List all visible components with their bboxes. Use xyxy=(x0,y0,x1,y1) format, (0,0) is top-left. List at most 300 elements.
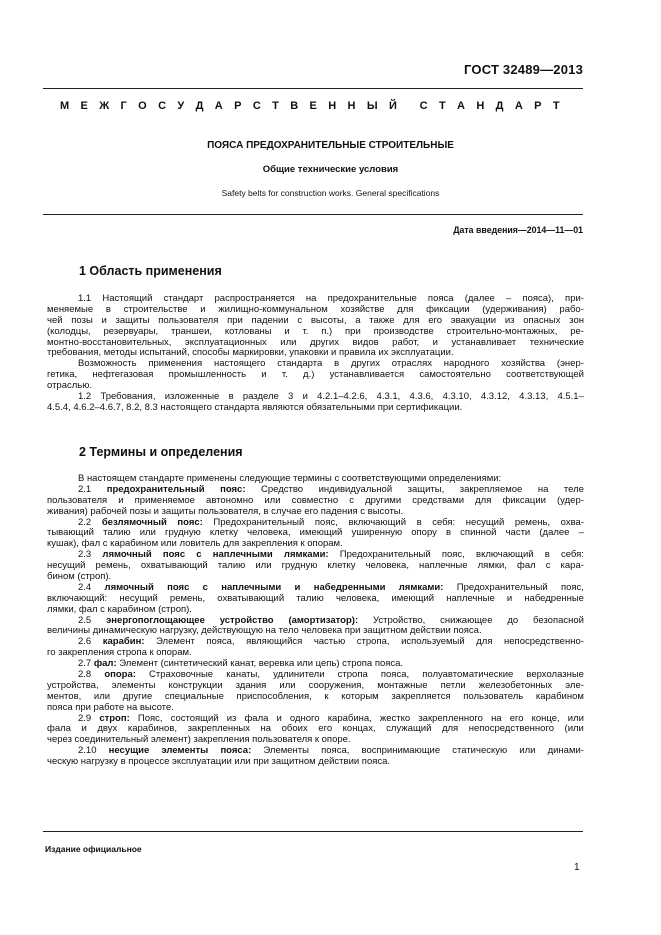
word: используемый xyxy=(401,636,465,648)
word: монтно-восстановительных, xyxy=(47,336,172,348)
word: нагрузку xyxy=(80,756,119,768)
word: карабином xyxy=(107,603,156,615)
word: падения xyxy=(320,505,358,517)
word: 2.4 xyxy=(78,581,92,593)
word: и xyxy=(261,369,267,381)
word: 8.2, xyxy=(126,401,143,413)
word: чей xyxy=(47,314,63,326)
word: процессе xyxy=(128,756,170,768)
word: конструкции xyxy=(168,679,223,691)
word: теле xyxy=(563,483,584,495)
standard-type-letter: Т xyxy=(272,100,279,112)
word: включающий: xyxy=(47,592,108,604)
word: защитном xyxy=(271,756,316,768)
word: железобетонных xyxy=(478,679,553,691)
word: опорам. xyxy=(307,538,343,550)
word: 4.3.12, xyxy=(480,391,510,403)
word: эксплуатации. xyxy=(391,347,454,359)
word: или xyxy=(519,745,536,757)
word: стандарт xyxy=(163,293,204,304)
word: сооружения, xyxy=(308,679,365,691)
standard-type-letter: Ы xyxy=(366,100,378,112)
word: одного xyxy=(289,712,320,724)
word: промышленность xyxy=(168,369,247,381)
text-line xyxy=(47,370,584,381)
word: грудную xyxy=(165,527,201,539)
word: 4.3.6, xyxy=(409,391,434,403)
word: безопасной xyxy=(533,614,584,626)
word: эксплуатационных xyxy=(184,336,267,348)
word: 3 xyxy=(288,391,294,403)
word: производстве xyxy=(373,325,434,337)
word: предохранительные xyxy=(327,293,417,304)
word: применены xyxy=(186,473,237,484)
word: строительстве xyxy=(123,303,188,315)
word: термины xyxy=(293,473,332,484)
document-subtitle: Общие технические условия xyxy=(262,164,399,175)
word: непосредственного xyxy=(468,723,554,735)
word: элементы xyxy=(161,745,209,757)
word: фал xyxy=(517,560,536,572)
standard-type-letter: Е xyxy=(80,100,88,112)
word: или xyxy=(567,712,584,724)
word: включающий xyxy=(348,516,407,528)
word: отраслях xyxy=(391,358,432,370)
word: лямочный xyxy=(102,549,152,561)
gost-number: ГОСТ 32489—2013 xyxy=(464,62,583,77)
word: позы xyxy=(71,314,93,326)
word: устанавливается xyxy=(329,369,405,381)
word: способы xyxy=(192,347,230,359)
word: карабином xyxy=(535,690,584,702)
word: маркировки, xyxy=(232,347,287,359)
word: фиксации xyxy=(426,303,470,315)
word: разделе xyxy=(242,391,279,403)
word: лямки, xyxy=(47,603,77,615)
word: 2.3 xyxy=(78,549,92,561)
word: веревка xyxy=(258,658,295,670)
word: и xyxy=(81,723,87,735)
word: части xyxy=(505,527,531,539)
word: тело xyxy=(278,625,299,637)
word: правила xyxy=(338,347,376,359)
word: строительно-монтажных, xyxy=(446,325,558,337)
document-title: ПОЯСА ПРЕДОХРАНИТЕЛЬНЫЕ СТРОИТЕЛЬНЫЕ xyxy=(207,140,454,151)
word: В xyxy=(78,473,85,484)
word: в xyxy=(446,527,452,539)
word: отраслью. xyxy=(47,380,92,392)
word: пояс: xyxy=(177,516,203,528)
word: с xyxy=(545,560,551,572)
word: (энер- xyxy=(556,358,584,370)
word: устройства, xyxy=(47,679,99,691)
word: с xyxy=(100,603,105,615)
word: высоте. xyxy=(139,701,174,713)
word: несущий xyxy=(47,560,86,572)
word: опора: xyxy=(104,669,136,681)
word: хозяйстве xyxy=(340,303,385,315)
word: себя: xyxy=(432,516,456,528)
word: пояса, xyxy=(206,636,235,648)
word: 4.5.1– xyxy=(557,391,584,403)
word: и xyxy=(302,391,308,403)
title-divider xyxy=(43,214,583,215)
word: кушак), xyxy=(47,538,79,550)
word: а xyxy=(355,314,361,326)
word: жестко xyxy=(379,712,411,724)
word: Устройство, xyxy=(372,614,426,626)
word: закрепляемое xyxy=(459,483,523,495)
word: карабинов, xyxy=(127,723,178,735)
word: к xyxy=(300,538,305,550)
word: кара- xyxy=(560,560,584,572)
word: требования, xyxy=(47,347,102,359)
word: пользователя xyxy=(158,314,219,326)
text-line xyxy=(47,561,584,572)
word: предохранительный xyxy=(106,483,205,495)
word: жилищно-коммунальном xyxy=(218,303,328,315)
word: котлованы xyxy=(224,325,272,337)
word: с xyxy=(334,473,340,484)
word: методы xyxy=(103,347,137,359)
word: в xyxy=(228,391,234,403)
word: двух xyxy=(97,723,118,735)
word: лямочный xyxy=(104,581,154,593)
word: ловитель xyxy=(179,538,221,550)
word: закрепляется xyxy=(391,690,451,702)
word: имеющий xyxy=(391,592,435,604)
word: соответствующей xyxy=(506,369,584,381)
word: зон xyxy=(569,314,584,326)
word: Настоящий xyxy=(102,293,153,304)
word: работ, xyxy=(392,336,420,348)
word: пояс xyxy=(167,581,190,593)
word: 2.6 xyxy=(78,636,92,648)
word: приспособления, xyxy=(236,690,312,702)
word: для xyxy=(476,636,493,648)
word: карабина, xyxy=(327,712,372,724)
word: с xyxy=(202,581,208,593)
standard-type-letter: В xyxy=(290,100,299,112)
word: пояса xyxy=(427,293,454,304)
word: талию xyxy=(103,527,131,539)
word: 2.7 xyxy=(78,658,92,670)
word: другими xyxy=(365,494,402,506)
word: нефтегазовая xyxy=(92,369,154,381)
word: к xyxy=(149,647,154,659)
standard-type-letter: Е xyxy=(309,100,317,112)
word: Предохранительный xyxy=(456,581,548,593)
word: действии xyxy=(318,756,360,768)
word: действии xyxy=(409,625,451,637)
word: при- xyxy=(565,293,584,304)
word: самостоятельно xyxy=(419,369,491,381)
introduction-date: Дата введения—2014—11—01 xyxy=(453,225,583,235)
word: 2.8 xyxy=(78,669,92,681)
english-title: Safety belts for construction works. General specifications xyxy=(221,188,440,198)
word: пояса), xyxy=(522,293,554,304)
text-line xyxy=(47,757,584,768)
word: талию xyxy=(217,560,246,572)
edition-label: Издание официальное xyxy=(45,844,142,854)
word: их xyxy=(378,347,389,359)
word: пояса, xyxy=(380,669,410,681)
standard-type-letter: О xyxy=(138,100,147,112)
word: цепь) xyxy=(315,658,340,670)
word: и xyxy=(101,314,107,326)
word: и xyxy=(331,347,337,359)
footer-divider xyxy=(43,831,583,832)
word: тывающий xyxy=(47,527,94,539)
word: пояса. xyxy=(453,625,482,637)
word: лямки, xyxy=(477,560,507,572)
word: специальные xyxy=(164,690,224,702)
word: д.) xyxy=(303,369,315,381)
word: фал xyxy=(81,538,101,550)
word: Страховочные xyxy=(149,669,214,681)
word: и xyxy=(506,592,513,604)
word: работе xyxy=(93,701,125,713)
word: средствами xyxy=(412,494,465,506)
word: изложенные xyxy=(164,391,220,403)
word: человека, xyxy=(335,592,380,604)
word: несущий xyxy=(119,592,158,604)
standard-type-header xyxy=(60,100,560,112)
word: элементы xyxy=(111,679,156,691)
word: гетика, xyxy=(47,369,78,381)
word: являются xyxy=(262,401,304,413)
word: настоящего xyxy=(160,401,212,413)
word: частью xyxy=(313,636,346,648)
word: закрепления xyxy=(58,647,115,659)
word: (далее xyxy=(539,527,570,539)
word: динами- xyxy=(547,745,584,757)
word: следующие xyxy=(239,473,291,484)
text-line xyxy=(47,403,584,414)
word: 4.2.1–4.2.6, xyxy=(317,391,368,403)
word: клетку xyxy=(327,560,356,572)
word: (амортизатор): xyxy=(288,614,359,626)
word: технические xyxy=(529,336,584,348)
word: пояс, xyxy=(560,581,584,593)
word: 1.1 xyxy=(78,293,92,304)
section-1-heading: 1 Область применения xyxy=(79,264,222,278)
word: или xyxy=(234,756,251,768)
word: концах, xyxy=(342,723,376,735)
word: канаты, xyxy=(226,669,260,681)
word: защитном xyxy=(363,625,408,637)
word: полуавтоматические xyxy=(422,669,514,681)
word: охватывающий xyxy=(140,560,208,572)
word: Элемент xyxy=(119,658,158,670)
word: или xyxy=(139,527,156,539)
word: упаковки xyxy=(289,347,329,359)
word: высоты, xyxy=(310,314,347,326)
word: которым xyxy=(341,690,379,702)
word: 1.2 xyxy=(78,391,92,403)
word: защиты xyxy=(115,314,150,326)
word: ремень, xyxy=(514,516,551,528)
word: бином xyxy=(47,571,75,583)
word: хозяйства xyxy=(501,358,546,370)
word: себя: xyxy=(561,549,584,561)
word: сертификации. xyxy=(396,401,463,413)
word: фала xyxy=(244,712,269,724)
word: опасных xyxy=(523,314,561,326)
word: совместно xyxy=(291,494,339,506)
word: или xyxy=(160,538,177,550)
word: защиты, xyxy=(407,483,445,495)
word: рабо- xyxy=(559,303,584,315)
word: человека, xyxy=(365,560,409,572)
word: видов xyxy=(352,336,379,348)
word: на xyxy=(305,293,317,304)
section-2-heading: 2 Термины и определения xyxy=(79,445,243,459)
word: для xyxy=(397,303,414,315)
standard-type-letter: М xyxy=(60,100,70,112)
word: строп: xyxy=(99,712,130,724)
word: Возможность xyxy=(78,358,137,370)
word: и xyxy=(153,505,159,517)
word: эле- xyxy=(565,679,584,691)
word: для xyxy=(403,314,420,326)
word: для xyxy=(475,494,492,506)
standard-type-letter: А xyxy=(214,100,223,112)
word: имеющий xyxy=(299,527,343,539)
word: пояс, xyxy=(314,516,338,528)
standard-type-letter: Т xyxy=(552,100,560,112)
word: настоящего xyxy=(213,358,266,370)
word: опоре. xyxy=(321,734,351,746)
word: устанавливает xyxy=(451,336,517,348)
word: других xyxy=(309,336,339,348)
word: опорам. xyxy=(156,647,192,659)
word: (строп). xyxy=(158,603,192,615)
word: непосредственно- xyxy=(504,636,584,648)
word: и xyxy=(276,712,282,724)
word: 4.3.1, xyxy=(376,391,401,403)
word: и xyxy=(118,494,124,506)
word: верхолазные xyxy=(526,669,584,681)
standard-type-letter: А xyxy=(457,100,465,112)
word: соответствующими xyxy=(341,473,427,484)
word: и xyxy=(200,303,206,315)
word: п.) xyxy=(321,325,333,337)
word: пользователя xyxy=(47,494,108,506)
word: к xyxy=(314,734,320,746)
word: пояса xyxy=(47,701,73,713)
word: при xyxy=(345,325,361,337)
word: снижающее xyxy=(440,614,493,626)
word: статическую xyxy=(452,745,508,757)
word: фиксации xyxy=(502,494,546,506)
word: фал xyxy=(78,603,98,615)
word: в xyxy=(334,358,340,370)
word: наплечными xyxy=(212,549,273,561)
word: т. xyxy=(302,325,309,337)
word: (синтетический xyxy=(160,658,228,670)
standard-type-letter: С xyxy=(419,100,428,112)
word: несущий xyxy=(465,516,505,528)
word: при xyxy=(227,314,243,326)
word: несущие xyxy=(108,745,150,757)
standard-type-letter: Ж xyxy=(99,100,110,112)
word: элемент) xyxy=(150,734,191,746)
word: закрепления xyxy=(193,734,250,746)
word: в xyxy=(544,549,550,561)
word: величины xyxy=(47,625,91,637)
word: 2.2 xyxy=(78,516,92,528)
word: 2.9 xyxy=(78,712,92,724)
standard-type-letter: Р xyxy=(234,100,242,112)
word: к xyxy=(324,690,329,702)
word: лямками: xyxy=(398,581,444,593)
word: Пояс, xyxy=(137,712,163,724)
standard-type-letter: Т xyxy=(438,100,446,112)
word: Требования, xyxy=(100,391,156,403)
word: из xyxy=(226,712,237,724)
standard-type-letter: Н xyxy=(476,100,485,112)
word: меняемые xyxy=(47,303,94,315)
word: набедренные xyxy=(524,592,584,604)
word: действующую xyxy=(201,625,263,637)
word: автономно xyxy=(206,494,254,506)
word: на xyxy=(537,483,549,495)
word: безлямочный xyxy=(101,516,167,528)
standard-type-letter: Р xyxy=(534,100,542,112)
word: также xyxy=(369,314,395,326)
word: закрепленных xyxy=(187,723,250,735)
word: стропа xyxy=(116,647,147,659)
section-1-body xyxy=(47,294,584,414)
word: 4.5.4, xyxy=(47,401,71,413)
word: пояса: xyxy=(220,745,252,757)
word: человека, xyxy=(247,527,291,539)
word: или xyxy=(264,494,281,506)
word: карабином xyxy=(110,538,159,550)
word: для xyxy=(441,723,459,735)
word: применения xyxy=(148,358,203,370)
word: или xyxy=(280,336,297,348)
word: карабин: xyxy=(102,636,145,648)
word: в xyxy=(120,756,126,768)
word: в xyxy=(416,516,422,528)
word: с xyxy=(196,549,202,561)
word: до xyxy=(507,614,519,626)
word: ментов, xyxy=(47,690,82,702)
word: (удер- xyxy=(557,494,584,506)
word: нагрузку, xyxy=(159,625,199,637)
word: устройство xyxy=(219,614,274,626)
word: и xyxy=(294,581,301,593)
word: его xyxy=(304,505,319,517)
word: закрепленного xyxy=(418,712,483,724)
page-number: 1 xyxy=(574,862,580,873)
word: другие xyxy=(122,690,153,702)
word: грудную xyxy=(281,560,318,572)
word: ремень, xyxy=(169,592,206,604)
word: Средство xyxy=(261,483,304,495)
standard-type-letter: У xyxy=(177,100,185,112)
word: наплечные xyxy=(446,592,495,604)
standard-type-letter: Й xyxy=(389,100,397,112)
word: наплечные xyxy=(419,560,468,572)
standard-type-letter: С xyxy=(158,100,167,112)
word: ремень, xyxy=(95,560,131,572)
word: пояс: xyxy=(220,483,246,495)
word: позы xyxy=(129,505,152,517)
word: ре- xyxy=(570,325,584,337)
